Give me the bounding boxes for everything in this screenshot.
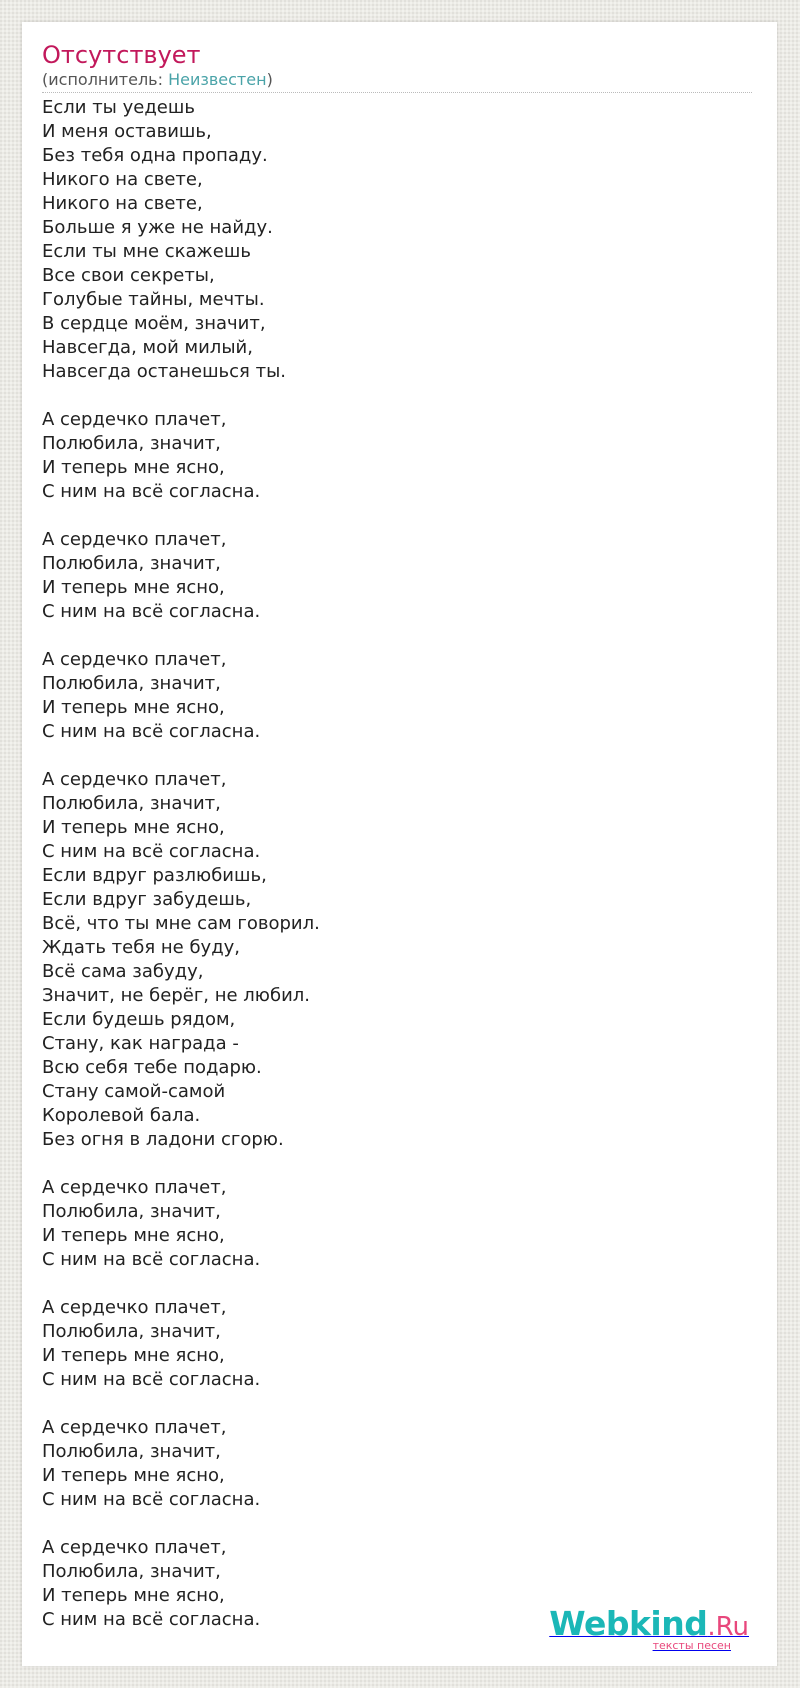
- lyrics-line: И меня оставишь,: [42, 121, 212, 142]
- lyrics-line: И теперь мне ясно,: [42, 577, 225, 598]
- lyrics-text: [42, 96, 742, 1656]
- lyrics-line: А сердечко плачет,: [42, 1417, 227, 1438]
- lyrics-line: И теперь мне ясно,: [42, 1585, 225, 1606]
- lyrics-line: Никого на свете,: [42, 193, 203, 214]
- logo-domain-suffix: .Ru: [707, 1612, 749, 1642]
- lyrics-line: И теперь мне ясно,: [42, 1225, 225, 1246]
- lyrics-line: Все свои секреты,: [42, 265, 215, 286]
- lyrics-line: И теперь мне ясно,: [42, 457, 225, 478]
- lyrics-stanza: [42, 1176, 742, 1272]
- lyrics-line: И теперь мне ясно,: [42, 697, 225, 718]
- lyrics-line: Если ты мне скажешь: [42, 241, 251, 262]
- lyrics-line: Всё сама забуду,: [42, 961, 204, 982]
- lyrics-stanza: [42, 1416, 742, 1512]
- lyrics-line: С ним на всё согласна.: [42, 481, 261, 502]
- lyrics-line: Если будешь рядом,: [42, 1009, 236, 1030]
- lyrics-stanza: [42, 768, 742, 1152]
- song-title: Отсутствует: [42, 41, 201, 69]
- lyrics-line: Полюбила, значит,: [42, 1441, 221, 1462]
- lyrics-line: Полюбила, значит,: [42, 673, 221, 694]
- lyrics-stanza: [42, 408, 742, 504]
- lyrics-stanza: [42, 1296, 742, 1392]
- lyrics-line: Если вдруг разлюбишь,: [42, 865, 267, 886]
- lyrics-line: Полюбила, значит,: [42, 793, 221, 814]
- lyrics-stanza: [42, 96, 742, 384]
- lyrics-line: И теперь мне ясно,: [42, 1345, 225, 1366]
- lyrics-line: С ним на всё согласна.: [42, 1489, 261, 1510]
- lyrics-line: Полюбила, значит,: [42, 1561, 221, 1582]
- lyrics-stanza: [42, 528, 742, 624]
- lyrics-line: Больше я уже не найду.: [42, 217, 273, 238]
- lyrics-line: А сердечко плачет,: [42, 1537, 227, 1558]
- lyrics-line: А сердечко плачет,: [42, 1177, 227, 1198]
- lyrics-line: Полюбила, значит,: [42, 1321, 221, 1342]
- artist-line: [42, 69, 273, 91]
- lyrics-line: Если вдруг забудешь,: [42, 889, 252, 910]
- lyrics-line: Без огня в ладони сгорю.: [42, 1129, 284, 1150]
- lyrics-line: С ним на всё согласна.: [42, 1609, 261, 1630]
- lyrics-line: Всю себя тебе подарю.: [42, 1057, 262, 1078]
- lyrics-line: Ждать тебя не буду,: [42, 937, 241, 958]
- lyrics-line: Навсегда, мой милый,: [42, 337, 253, 358]
- lyrics-line: И теперь мне ясно,: [42, 1465, 225, 1486]
- artist-suffix: ): [266, 70, 273, 89]
- lyrics-line: С ним на всё согласна.: [42, 601, 261, 622]
- lyrics-line: Никого на свете,: [42, 169, 203, 190]
- lyrics-line: В сердце моём, значит,: [42, 313, 266, 334]
- lyrics-line: С ним на всё согласна.: [42, 1369, 261, 1390]
- lyrics-line: Полюбила, значит,: [42, 1201, 221, 1222]
- lyrics-line: С ним на всё согласна.: [42, 841, 261, 862]
- lyrics-stanza: [42, 648, 742, 744]
- lyrics-line: Значит, не берёг, не любил.: [42, 985, 310, 1006]
- lyrics-line: А сердечко плачет,: [42, 529, 227, 550]
- lyrics-line: Навсегда останешься ты.: [42, 361, 287, 382]
- lyrics-card: [22, 22, 777, 1666]
- lyrics-line: А сердечко плачет,: [42, 769, 227, 790]
- artist-link[interactable]: Неизвестен: [168, 70, 267, 89]
- lyrics-line: С ним на всё согласна.: [42, 721, 261, 742]
- lyrics-line: И теперь мне ясно,: [42, 817, 225, 838]
- logo-wordmark: Webkind: [549, 1604, 708, 1643]
- lyrics-line: А сердечко плачет,: [42, 1297, 227, 1318]
- lyrics-line: А сердечко плачет,: [42, 409, 227, 430]
- lyrics-line: Без тебя одна пропаду.: [42, 145, 268, 166]
- lyrics-line: Стану, как награда -: [42, 1033, 239, 1054]
- lyrics-line: Полюбила, значит,: [42, 433, 221, 454]
- lyrics-line: Королевой бала.: [42, 1105, 201, 1126]
- lyrics-line: А сердечко плачет,: [42, 649, 227, 670]
- artist-prefix: (исполнитель:: [42, 70, 169, 89]
- webkind-logo[interactable]: [549, 1604, 749, 1652]
- lyrics-line: Полюбила, значит,: [42, 553, 221, 574]
- lyrics-line: Если ты уедешь: [42, 97, 195, 118]
- lyrics-line: Голубые тайны, мечты.: [42, 289, 265, 310]
- logo-tagline: тексты песен: [652, 1639, 731, 1652]
- title-divider: [42, 92, 752, 93]
- lyrics-line: Стану самой-самой: [42, 1081, 226, 1102]
- lyrics-line: Всё, что ты мне сам говорил.: [42, 913, 320, 934]
- lyrics-line: С ним на всё согласна.: [42, 1249, 261, 1270]
